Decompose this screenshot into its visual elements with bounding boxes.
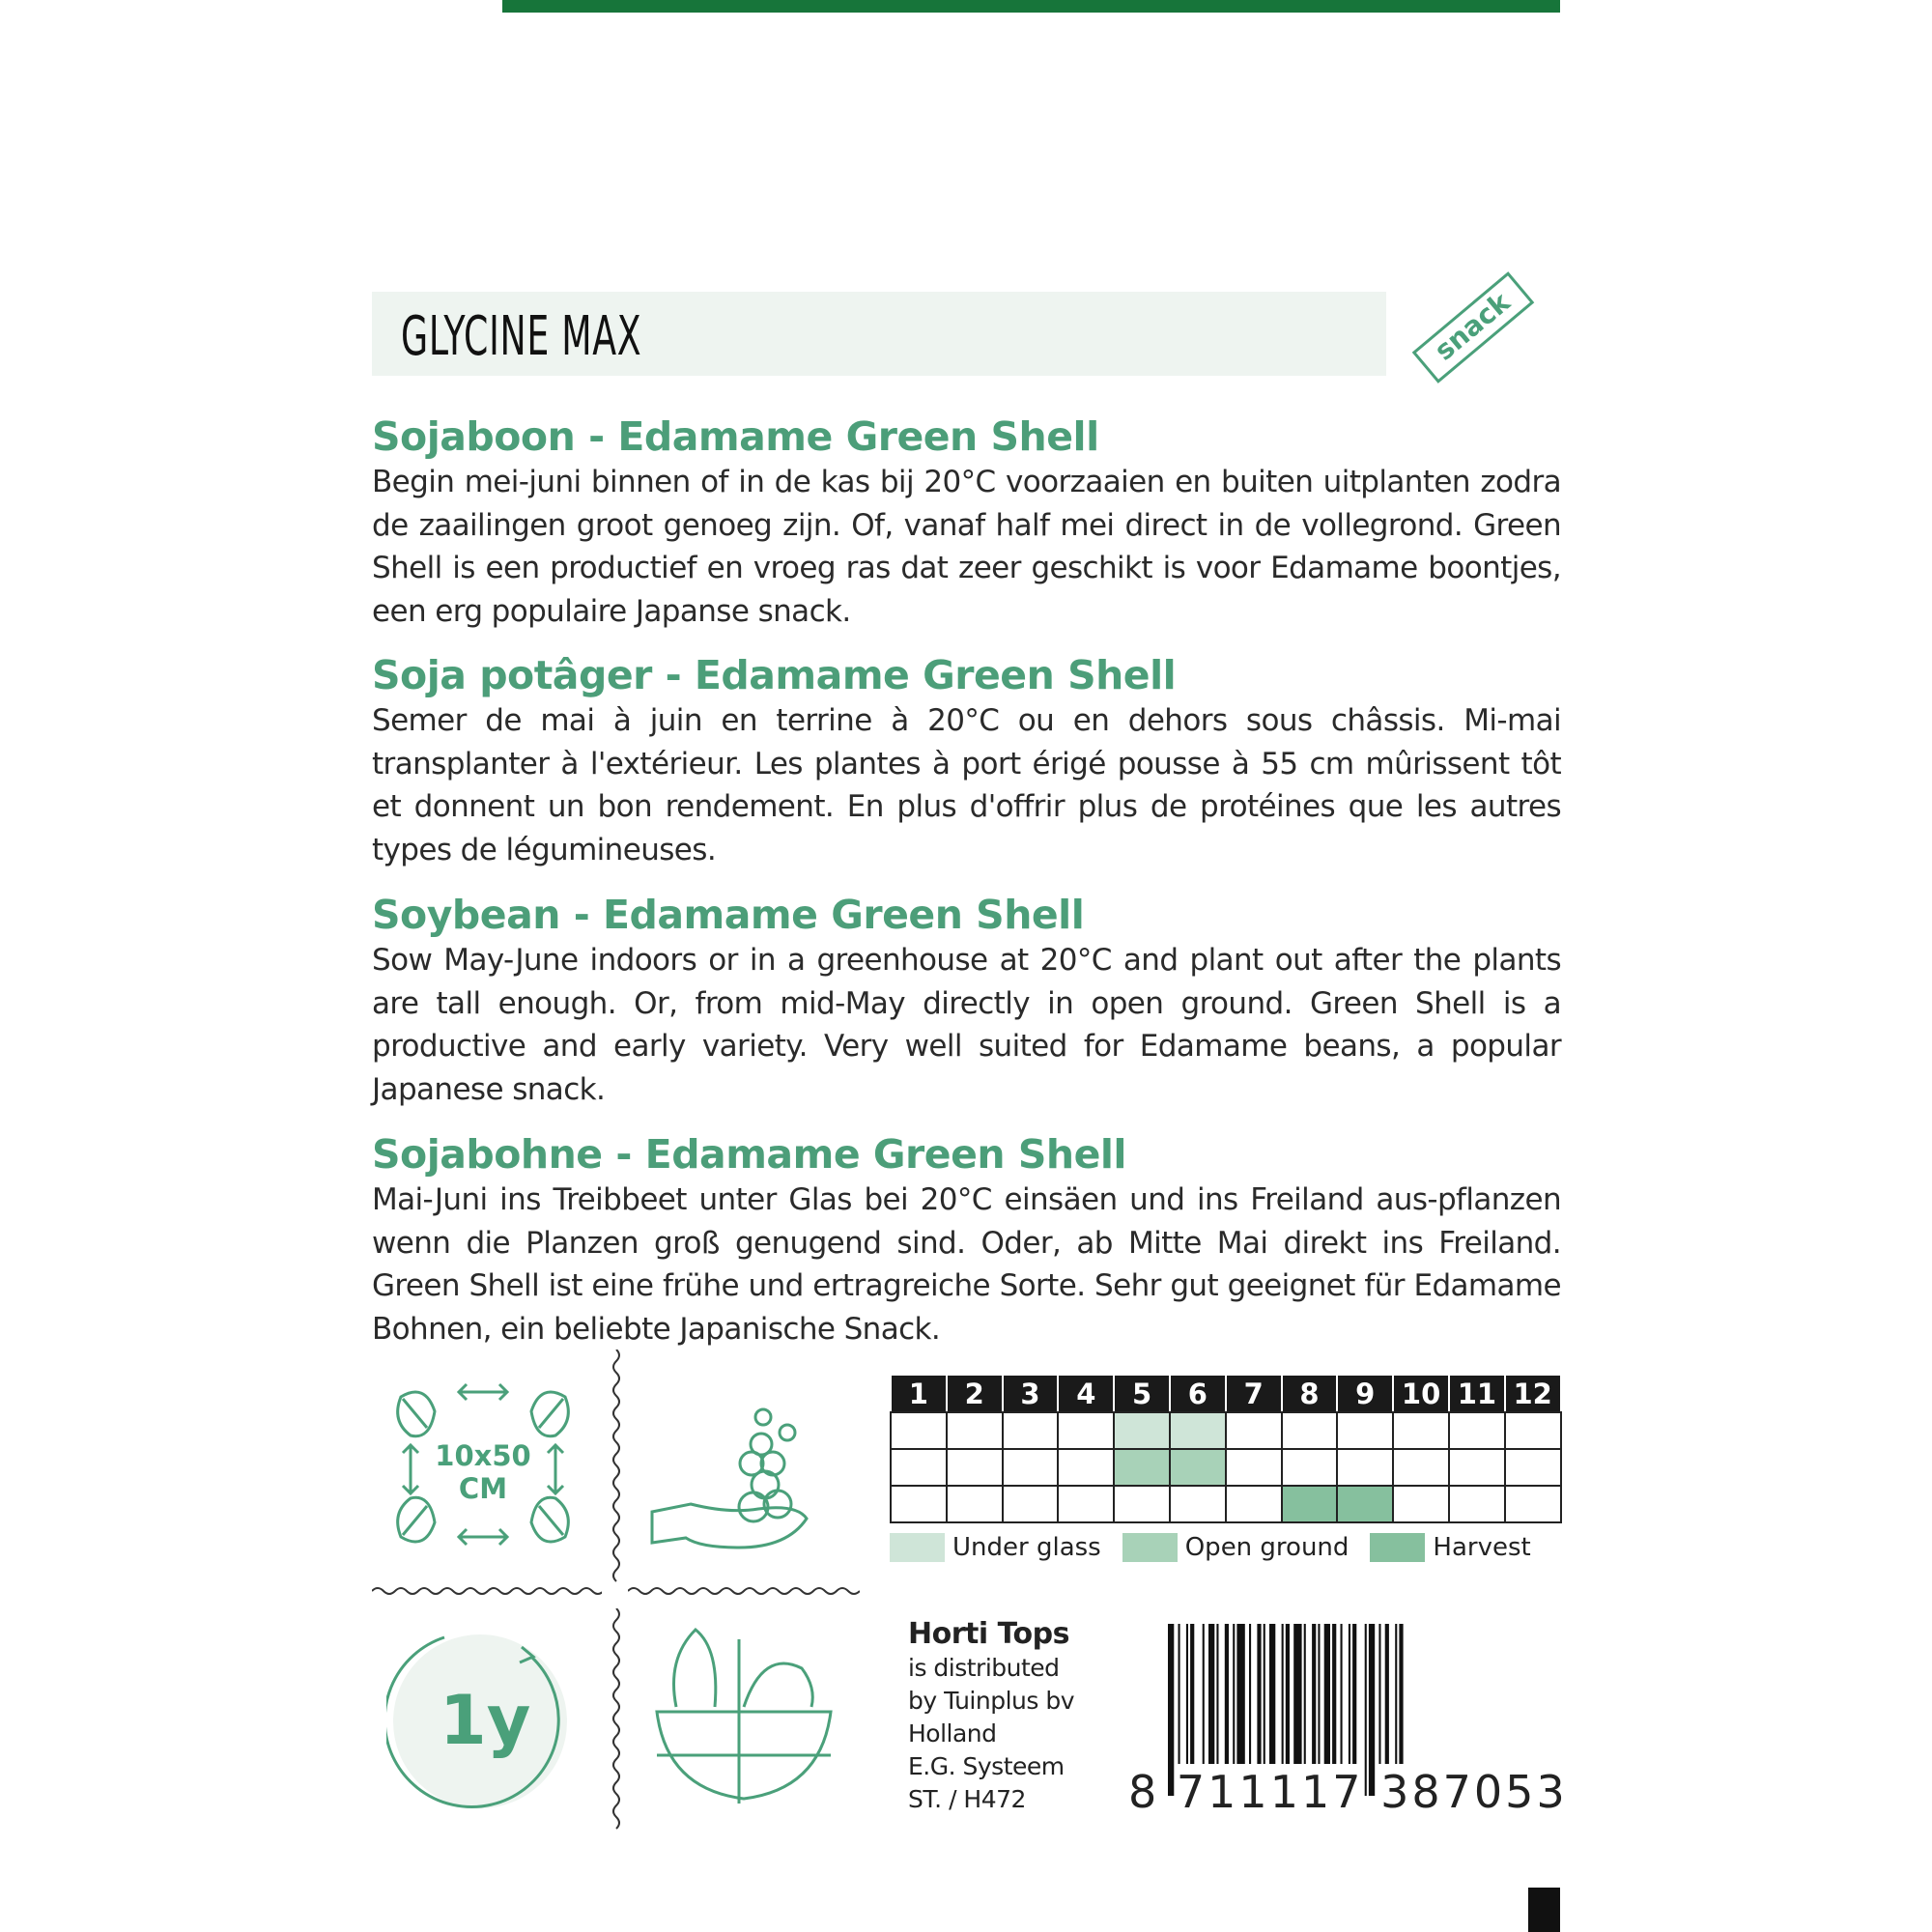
barcode-bar	[1349, 1624, 1350, 1764]
calendar-cell	[1058, 1486, 1114, 1522]
barcode-bar	[1293, 1624, 1301, 1764]
calendar-cell	[1003, 1449, 1059, 1486]
calendar-cell	[1505, 1486, 1561, 1522]
calendar-cell	[1226, 1486, 1282, 1522]
calendar-cell	[1449, 1486, 1505, 1522]
calendar-cell	[1003, 1486, 1059, 1522]
calendar-cell	[1449, 1412, 1505, 1449]
calendar-cell	[947, 1486, 1003, 1522]
calendar-row	[891, 1449, 1561, 1486]
legend-item	[1370, 1533, 1530, 1562]
heading: Soja potâger - Edamame Green Shell	[372, 652, 1177, 698]
legend-swatch	[890, 1533, 945, 1562]
top-bar	[502, 0, 1560, 13]
barcode-bar	[1225, 1624, 1229, 1764]
body: Semer de mai à juin en terrine à 20°C ou en dehors sous châssis. Mi-mai transplanter à l'extérieur. Les plantes à port érigé pousse à 55 cm mûrissent tôt et donnent un bon rendement. En plus d'offrir plus de protéines que les autres types de légumineuses.	[372, 703, 1561, 867]
salad-bowl-icon	[647, 1620, 840, 1808]
calendar-cell	[1170, 1449, 1226, 1486]
body: Mai-Juni ins Treibbeet unter Glas bei 20°C einsäen und ins Freiland aus-pflanzen wenn die Planzen groß genugend sind. Oder, ab Mitte Mai direkt ins Freiland. Green Shell ist eine frühe und ertragreiche Sorte. Sehr gut geeignet für Edamame Bohnen, ein beliebte Japanische Snack.	[372, 1182, 1561, 1347]
section-fr	[372, 651, 1561, 871]
month-header: 1	[891, 1375, 947, 1412]
latin-name: GLYCINE MAX	[401, 305, 642, 368]
barcode-bar	[1324, 1624, 1330, 1764]
legend-swatch	[1122, 1533, 1178, 1562]
barcode-bar	[1318, 1624, 1320, 1764]
month-header: 2	[947, 1375, 1003, 1412]
section-nl	[372, 412, 1561, 633]
calendar-cell	[1170, 1486, 1226, 1522]
barcode-bar	[1264, 1624, 1265, 1764]
section-de	[372, 1130, 1561, 1350]
barcode-bar	[1186, 1624, 1188, 1764]
brand: Horti Tops	[908, 1617, 1070, 1651]
barcode-number: 8 711117 387053	[1128, 1766, 1568, 1818]
calendar-cell	[1393, 1486, 1449, 1522]
calendar-cell	[1114, 1412, 1170, 1449]
calendar-cell	[1003, 1412, 1059, 1449]
calendar-cell	[1114, 1449, 1170, 1486]
calendar-cell	[947, 1412, 1003, 1449]
calendar-cell	[1337, 1486, 1393, 1522]
barcode-bar	[1269, 1624, 1275, 1764]
barcode-bar	[1216, 1624, 1218, 1764]
barcode-bar	[1352, 1624, 1356, 1764]
legend-label: Open ground	[1184, 1533, 1350, 1562]
calendar-cell	[1170, 1412, 1226, 1449]
calendar-cell	[1114, 1486, 1170, 1522]
barcode-bar	[1208, 1624, 1214, 1764]
calendar-row	[891, 1486, 1561, 1522]
barcode-bar	[1233, 1624, 1235, 1764]
barcode-bar	[1282, 1624, 1284, 1764]
distributor-info: Horti Tops is distributed by Tuinplus bv Holland E.G. Systeem ST. / H472	[908, 1617, 1075, 1813]
calendar-cell	[1058, 1412, 1114, 1449]
calendar-cell	[1226, 1449, 1282, 1486]
heading: Sojaboon - Edamame Green Shell	[372, 413, 1099, 460]
legend-label: Harvest	[1433, 1533, 1531, 1562]
legend-label: Under glass	[952, 1533, 1101, 1562]
divider	[609, 1350, 624, 1583]
body: Sow May-June indoors or in a greenhouse at 20°C and plant out after the plants are tall enough. Or, from mid-May directly in open ground. Green Shell is a productive and early variety. Very well suited for Edamame beans, a popular Japanese snack.	[372, 943, 1561, 1107]
month-header: 11	[1449, 1375, 1505, 1412]
legend-swatch	[1370, 1533, 1425, 1562]
spacing-text: 10x50 CM	[435, 1439, 531, 1505]
section-en	[372, 891, 1561, 1111]
divider	[609, 1608, 624, 1836]
calendar-cell	[1282, 1486, 1338, 1522]
month-header: 10	[1393, 1375, 1449, 1412]
barcode-bar	[1190, 1624, 1194, 1764]
title-band	[372, 292, 1386, 376]
month-header: 4	[1058, 1375, 1114, 1412]
divider	[628, 1584, 860, 1598]
calendar-cell	[891, 1449, 947, 1486]
barcode-bar	[1378, 1624, 1380, 1764]
barcode-bar	[1312, 1624, 1316, 1764]
month-header: 5	[1114, 1375, 1170, 1412]
legend-item	[890, 1533, 1101, 1562]
snack-badge: snack	[1412, 271, 1535, 384]
barcode-bar	[1203, 1624, 1205, 1764]
month-header: 3	[1003, 1375, 1059, 1412]
calendar-cell	[1058, 1449, 1114, 1486]
calendar-legend	[890, 1533, 1531, 1562]
calendar-cell	[1337, 1449, 1393, 1486]
calendar-cell	[1505, 1449, 1561, 1486]
barcode-bar	[1395, 1624, 1397, 1764]
lifespan-label: 1y	[440, 1681, 531, 1760]
calendar-cell	[1505, 1412, 1561, 1449]
heading: Sojabohne - Edamame Green Shell	[372, 1131, 1126, 1178]
month-header: 12	[1505, 1375, 1561, 1412]
corner-mark	[1528, 1888, 1560, 1932]
barcode-bar	[1236, 1624, 1244, 1764]
calendar-cell	[1282, 1412, 1338, 1449]
calendar-row	[891, 1412, 1561, 1449]
heading: Soybean - Edamame Green Shell	[372, 892, 1085, 938]
barcode-bar	[1304, 1624, 1306, 1764]
month-header: 9	[1337, 1375, 1393, 1412]
barcode-bar	[1399, 1624, 1403, 1764]
barcode-bar	[1341, 1624, 1343, 1764]
barcode-bar	[1286, 1624, 1290, 1764]
calendar-cell	[891, 1486, 947, 1522]
month-header: 8	[1282, 1375, 1338, 1412]
divider	[372, 1584, 602, 1598]
calendar-cell	[1337, 1412, 1393, 1449]
calendar-cell	[1226, 1412, 1282, 1449]
calendar-cell	[1282, 1449, 1338, 1486]
calendar-cell	[947, 1449, 1003, 1486]
barcode-bar	[1249, 1624, 1251, 1764]
barcode-bar	[1385, 1624, 1389, 1764]
body: Begin mei-juni binnen of in de kas bij 20°C voorzaaien en buiten uitplanten zodra de zaailingen groot genoeg zijn. Of, vanaf half mei direct in de vollegrond. Green Shell is een productief en vroeg ras dat zeer geschikt is voor Edamame boontjes, een erg populaire Japanse snack.	[372, 465, 1561, 629]
legend-item	[1122, 1533, 1350, 1562]
barcode-bar	[1332, 1624, 1336, 1764]
month-header: 7	[1226, 1375, 1282, 1412]
sowing-calendar	[890, 1374, 1562, 1523]
barcode-bar	[1179, 1624, 1180, 1764]
calendar-cell	[891, 1412, 947, 1449]
month-header: 6	[1170, 1375, 1226, 1412]
barcode-bar	[1257, 1624, 1261, 1764]
calendar-cell	[1449, 1449, 1505, 1486]
calendar-cell	[1393, 1412, 1449, 1449]
harvest-hand-icon	[647, 1396, 821, 1562]
calendar-cell	[1393, 1449, 1449, 1486]
